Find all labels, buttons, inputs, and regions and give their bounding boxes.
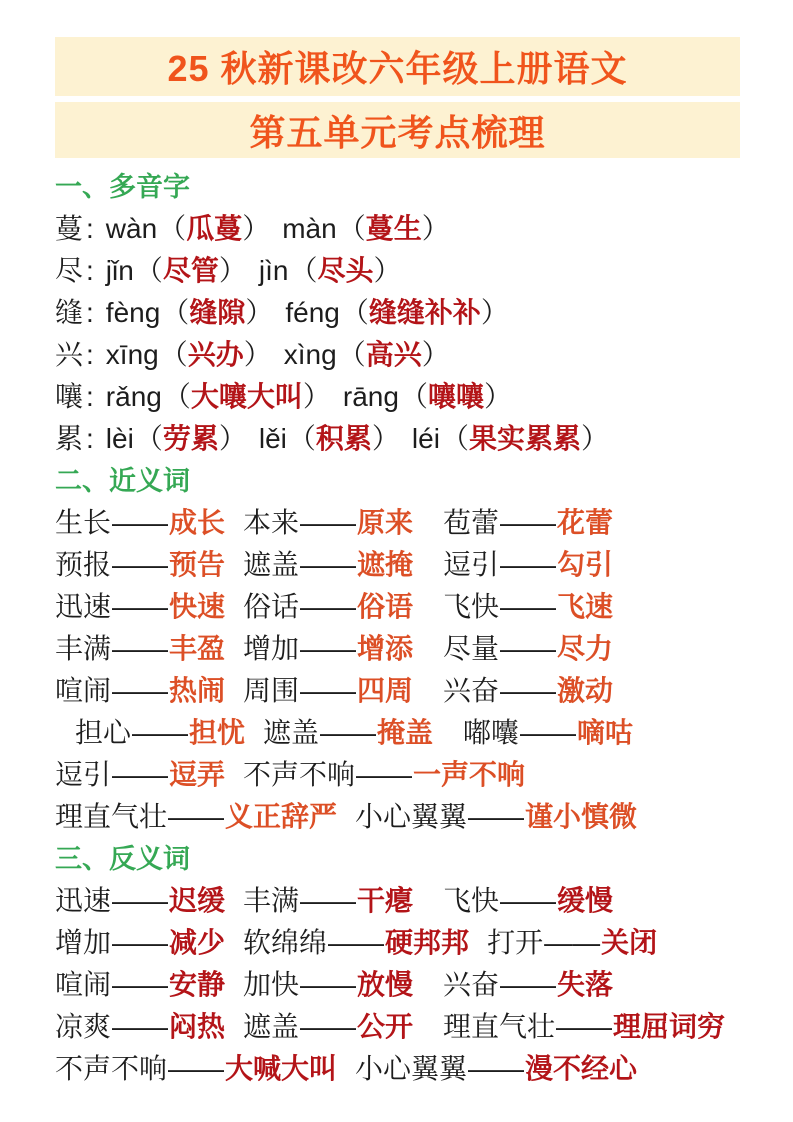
synonym-row (55, 628, 755, 670)
synonym-row (55, 712, 755, 754)
related-word: 关闭 (601, 927, 658, 958)
word-pair (355, 1048, 637, 1090)
base-word: 尽量 (443, 633, 500, 664)
close-paren: ） (243, 339, 272, 370)
pinyin-reading (106, 418, 247, 460)
character-text: 尽 (55, 255, 84, 286)
example-word: 兴办 (187, 339, 244, 370)
word-pair (243, 754, 525, 796)
base-word: 软绵绵 (243, 927, 328, 958)
pair-dash: —— (300, 969, 357, 1000)
base-word: 凉爽 (55, 1011, 112, 1042)
section-polyphonic (55, 166, 755, 460)
antonym-rows (55, 880, 755, 1090)
title-line-1: 25 秋新课改六年级上册语文 (55, 37, 740, 96)
close-paren: ） (218, 423, 247, 454)
base-word: 苞蕾 (443, 507, 500, 538)
polyphonic-row (55, 292, 755, 334)
polyphonic-row (55, 376, 755, 418)
antonym-row (55, 880, 755, 922)
word-pair (487, 922, 657, 964)
pair-dash: —— (132, 717, 189, 748)
pair-dash: —— (112, 1011, 169, 1042)
related-word: 丰盈 (169, 633, 226, 664)
base-word: 遮盖 (243, 1011, 300, 1042)
related-word: 花蕾 (557, 507, 614, 538)
title-line-2: 第五单元考点梳理 (55, 102, 740, 158)
pair-dash: —— (500, 591, 557, 622)
pair-dash: —— (500, 885, 557, 916)
word-pair (443, 586, 613, 628)
base-word: 打开 (487, 927, 544, 958)
close-paren: ） (421, 339, 450, 370)
base-word: 逗引 (55, 759, 112, 790)
open-paren: （ (159, 339, 188, 370)
pair-dash: —— (328, 927, 385, 958)
antonym-row (55, 922, 755, 964)
pinyin-text: xìng (283, 339, 337, 370)
pinyin-reading (259, 250, 402, 292)
base-word: 丰满 (55, 633, 112, 664)
base-word: 小心翼翼 (355, 1053, 468, 1084)
pair-dash: —— (168, 1053, 225, 1084)
open-paren: （ (340, 297, 369, 328)
colon-mark: : (86, 339, 94, 370)
related-word: 热闹 (169, 675, 226, 706)
word-pair (443, 1006, 725, 1048)
example-word: 果实累累 (468, 423, 581, 454)
open-paren: （ (134, 255, 163, 286)
word-pair (55, 880, 225, 922)
pinyin-text: jǐn (105, 255, 134, 286)
close-paren: ） (371, 423, 400, 454)
word-pair (55, 1006, 225, 1048)
related-word: 安静 (169, 969, 226, 1000)
base-word: 迅速 (55, 591, 112, 622)
open-paren: （ (287, 423, 316, 454)
pair-dash: —— (112, 969, 169, 1000)
base-word: 喧闹 (55, 675, 112, 706)
base-word: 喧闹 (55, 969, 112, 1000)
pinyin-reading (106, 292, 274, 334)
related-word: 快速 (169, 591, 226, 622)
example-word: 缝隙 (189, 297, 246, 328)
related-word: 公开 (357, 1011, 414, 1042)
base-word: 丰满 (243, 885, 300, 916)
pinyin-text: lěi (258, 423, 287, 454)
colon-mark: : (86, 423, 94, 454)
word-pair (443, 502, 613, 544)
related-word: 飞速 (557, 591, 614, 622)
close-paren: ） (480, 297, 509, 328)
pair-dash: —— (300, 507, 357, 538)
pinyin-text: wàn (105, 213, 158, 244)
colon-mark: : (86, 297, 94, 328)
antonym-row (55, 964, 755, 1006)
pair-dash: —— (500, 633, 557, 664)
related-word: 成长 (169, 507, 226, 538)
word-pair (55, 502, 225, 544)
related-word: 增添 (357, 633, 414, 664)
open-paren: （ (162, 381, 191, 412)
word-pair (263, 712, 445, 754)
word-pair (55, 754, 225, 796)
base-word: 遮盖 (243, 549, 300, 580)
word-pair (243, 544, 425, 586)
base-word: 增加 (55, 927, 112, 958)
base-word: 俗话 (243, 591, 300, 622)
word-pair (55, 1048, 337, 1090)
colon-mark: : (86, 213, 94, 244)
pinyin-text: rāng (342, 381, 399, 412)
word-pair (55, 922, 225, 964)
pair-dash: —— (112, 633, 169, 664)
base-word: 飞快 (443, 885, 500, 916)
pair-dash: —— (112, 591, 169, 622)
colon-mark: : (86, 255, 94, 286)
character-text: 缝 (55, 297, 84, 328)
synonym-row (55, 544, 755, 586)
related-word: 尽力 (557, 633, 614, 664)
pair-dash: —— (300, 633, 357, 664)
related-word: 俗语 (357, 591, 414, 622)
pair-dash: —— (468, 1053, 525, 1084)
related-word: 减少 (169, 927, 226, 958)
word-pair (463, 712, 633, 754)
polyphonic-rows (55, 208, 755, 460)
pinyin-text: jìn (258, 255, 289, 286)
pinyin-text: fèng (105, 297, 161, 328)
antonym-row (55, 1048, 755, 1090)
related-word: 漫不经心 (525, 1053, 638, 1084)
example-word: 尽管 (162, 255, 219, 286)
pair-dash: —— (500, 507, 557, 538)
related-word: 硬邦邦 (385, 927, 470, 958)
close-paren: ） (580, 423, 609, 454)
pinyin-text: féng (285, 297, 340, 328)
pair-dash: —— (520, 717, 577, 748)
pair-dash: —— (468, 801, 525, 832)
pair-dash: —— (112, 759, 169, 790)
pinyin-text: lèi (105, 423, 134, 454)
polyphonic-row (55, 250, 755, 292)
polyphonic-char-group (55, 376, 106, 418)
word-pair (243, 1006, 425, 1048)
pinyin-reading (106, 334, 272, 376)
polyphonic-row (55, 334, 755, 376)
example-word: 大嚷大叫 (190, 381, 303, 412)
base-word: 兴奋 (443, 675, 500, 706)
base-word: 迅速 (55, 885, 112, 916)
word-pair (243, 628, 425, 670)
related-word: 逗弄 (169, 759, 226, 790)
base-word: 嘟囔 (463, 717, 520, 748)
word-pair (443, 964, 613, 1006)
pair-dash: —— (112, 927, 169, 958)
related-word: 一声不响 (413, 759, 526, 790)
base-word: 预报 (55, 549, 112, 580)
related-word: 掩盖 (377, 717, 434, 748)
polyphonic-row (55, 208, 755, 250)
synonym-row (55, 502, 755, 544)
pair-dash: —— (500, 549, 557, 580)
word-pair (243, 964, 425, 1006)
example-word: 缝缝补补 (368, 297, 481, 328)
base-word: 飞快 (443, 591, 500, 622)
close-paren: ） (302, 381, 331, 412)
open-paren: （ (337, 213, 366, 244)
word-pair (55, 544, 225, 586)
pair-dash: —— (300, 675, 357, 706)
character-text: 嚷 (55, 381, 84, 412)
pinyin-reading (259, 418, 400, 460)
base-word: 小心翼翼 (355, 801, 468, 832)
close-paren: ） (373, 255, 402, 286)
word-pair (443, 628, 613, 670)
character-text: 蔓 (55, 213, 84, 244)
worksheet-content (55, 166, 755, 1090)
pinyin-reading (284, 334, 450, 376)
word-pair (243, 586, 425, 628)
related-word: 谨小慎微 (525, 801, 638, 832)
pair-dash: —— (168, 801, 225, 832)
open-paren: （ (158, 213, 187, 244)
open-paren: （ (289, 255, 318, 286)
open-paren: （ (161, 297, 190, 328)
related-word: 四周 (357, 675, 414, 706)
related-word: 原来 (357, 507, 414, 538)
related-word: 预告 (169, 549, 226, 580)
pinyin-reading (285, 292, 509, 334)
word-pair (443, 670, 613, 712)
related-word: 担忧 (189, 717, 246, 748)
word-pair (443, 880, 613, 922)
related-word: 闷热 (169, 1011, 226, 1042)
base-word: 加快 (243, 969, 300, 1000)
pinyin-text: màn (282, 213, 337, 244)
word-pair (55, 586, 225, 628)
example-word: 嚷嚷 (427, 381, 484, 412)
close-paren: ） (483, 381, 512, 412)
base-word: 增加 (243, 633, 300, 664)
related-word: 激动 (557, 675, 614, 706)
related-word: 义正辞严 (225, 801, 338, 832)
section-synonyms (55, 460, 755, 838)
pair-dash: —— (112, 885, 169, 916)
pair-dash: —— (356, 759, 413, 790)
example-word: 积累 (315, 423, 372, 454)
word-pair (243, 670, 425, 712)
section-heading-antonyms: 三、反义词 (55, 844, 190, 874)
title-banner (55, 37, 740, 158)
pinyin-reading (106, 376, 331, 418)
pinyin-text: léi (411, 423, 440, 454)
polyphonic-char-group (55, 208, 106, 250)
close-paren: ） (421, 213, 450, 244)
pinyin-reading (282, 208, 450, 250)
section-heading-polyphonic: 一、多音字 (55, 172, 190, 202)
open-paren: （ (399, 381, 428, 412)
base-word: 不声不响 (55, 1053, 168, 1084)
word-pair (55, 796, 337, 838)
example-word: 尽头 (317, 255, 374, 286)
related-word: 放慢 (357, 969, 414, 1000)
base-word: 逗引 (443, 549, 500, 580)
base-word: 不声不响 (243, 759, 356, 790)
base-word: 理直气壮 (443, 1011, 556, 1042)
antonym-row (55, 1006, 755, 1048)
polyphonic-char-group (55, 334, 106, 376)
pair-dash: —— (544, 927, 601, 958)
synonym-row (55, 670, 755, 712)
pinyin-reading (106, 250, 247, 292)
example-word: 劳累 (162, 423, 219, 454)
related-word: 大喊大叫 (225, 1053, 338, 1084)
polyphonic-char-group (55, 292, 106, 334)
example-word: 高兴 (365, 339, 422, 370)
related-word: 缓慢 (557, 885, 614, 916)
close-paren: ） (242, 213, 271, 244)
example-word: 瓜蔓 (186, 213, 243, 244)
word-pair (355, 796, 637, 838)
related-word: 遮掩 (357, 549, 414, 580)
colon-mark: : (86, 381, 94, 412)
pair-dash: —— (300, 591, 357, 622)
polyphonic-char-group (55, 418, 106, 460)
pinyin-reading (343, 376, 512, 418)
base-word: 遮盖 (263, 717, 320, 748)
word-pair (55, 628, 225, 670)
word-pair (55, 964, 225, 1006)
related-word: 理屈词穷 (613, 1011, 726, 1042)
character-text: 累 (55, 423, 84, 454)
synonym-row (55, 754, 755, 796)
base-word: 理直气壮 (55, 801, 168, 832)
related-word: 失落 (557, 969, 614, 1000)
pair-dash: —— (320, 717, 377, 748)
base-word: 本来 (243, 507, 300, 538)
polyphonic-row (55, 418, 755, 460)
related-word: 嘀咕 (577, 717, 634, 748)
pinyin-text: rǎng (105, 381, 162, 412)
related-word: 勾引 (557, 549, 614, 580)
open-paren: （ (134, 423, 163, 454)
pair-dash: —— (500, 969, 557, 1000)
close-paren: ） (245, 297, 274, 328)
pair-dash: —— (112, 549, 169, 580)
example-word: 蔓生 (365, 213, 422, 244)
section-antonyms (55, 838, 755, 1090)
close-paren: ） (218, 255, 247, 286)
word-pair (55, 670, 225, 712)
pair-dash: —— (300, 885, 357, 916)
section-heading-synonyms: 二、近义词 (55, 466, 190, 496)
word-pair (243, 502, 425, 544)
synonym-rows (55, 502, 755, 838)
related-word: 迟缓 (169, 885, 226, 916)
pair-dash: —— (300, 549, 357, 580)
open-paren: （ (440, 423, 469, 454)
character-text: 兴 (55, 339, 84, 370)
word-pair (243, 880, 425, 922)
base-word: 周围 (243, 675, 300, 706)
polyphonic-char-group (55, 250, 106, 292)
pair-dash: —— (500, 675, 557, 706)
synonym-row (55, 796, 755, 838)
word-pair (443, 544, 613, 586)
related-word: 干瘪 (357, 885, 414, 916)
pinyin-reading (106, 208, 270, 250)
synonym-row (55, 586, 755, 628)
word-pair (75, 712, 245, 754)
word-pair (243, 922, 469, 964)
pair-dash: —— (300, 1011, 357, 1042)
pair-dash: —— (112, 507, 169, 538)
base-word: 兴奋 (443, 969, 500, 1000)
pair-dash: —— (112, 675, 169, 706)
base-word: 生长 (55, 507, 112, 538)
pinyin-reading (412, 418, 609, 460)
base-word: 担心 (75, 717, 132, 748)
open-paren: （ (337, 339, 366, 370)
pair-dash: —— (556, 1011, 613, 1042)
pinyin-text: xīng (105, 339, 159, 370)
